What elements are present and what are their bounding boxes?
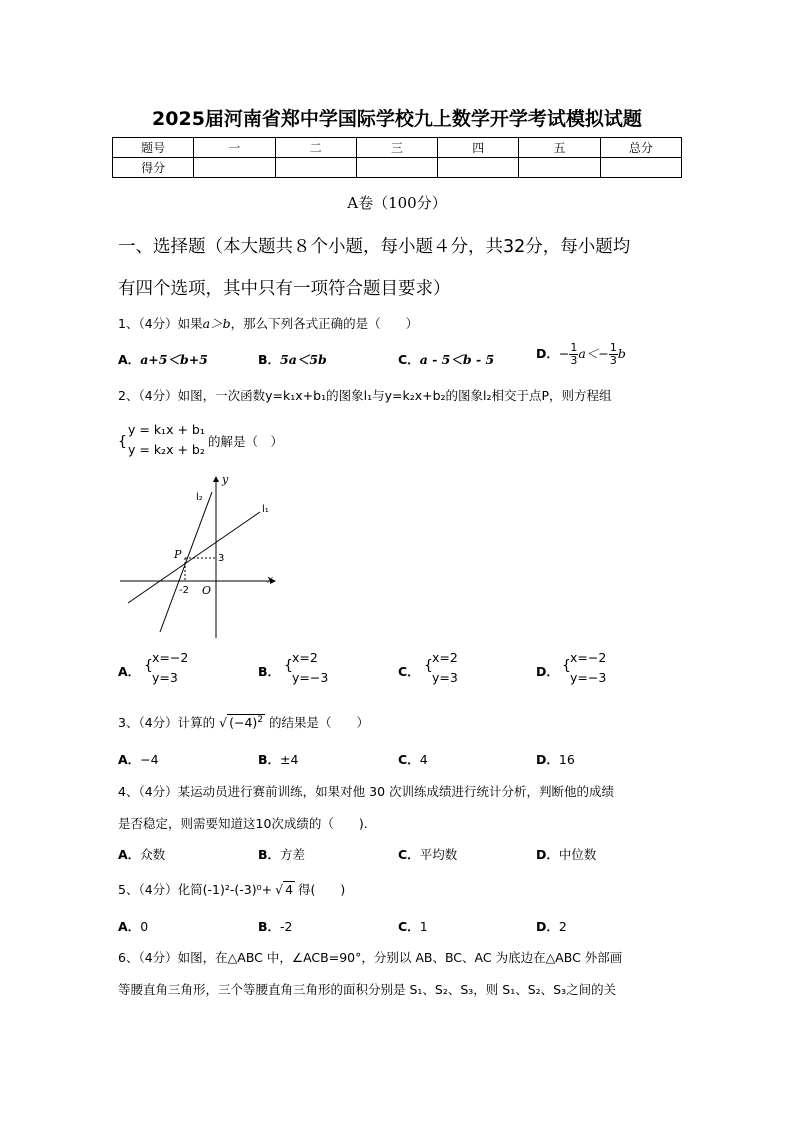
score-row-label: 得分 — [113, 158, 194, 178]
q1-option-b[interactable]: B．5a＜5b — [258, 352, 327, 367]
q3-option-d[interactable]: D．16 — [536, 752, 575, 767]
l2-label: l₂ — [196, 492, 203, 503]
score-cell — [356, 158, 437, 178]
x-tick-label: -2 — [179, 585, 189, 596]
question-2: 2、（4分）如图，一次函数y=k₁x+b₁的图象l₁与y=k₂x+b₂的图象l₂相交于点P，则方程组 — [118, 388, 612, 403]
score-header-cell: 三 — [356, 138, 437, 158]
score-cell — [275, 158, 356, 178]
section-a-heading: A卷（100分） — [347, 194, 447, 212]
q2-system-line2: y = k₂x + b₂ — [128, 442, 205, 457]
score-cell — [438, 158, 519, 178]
q2-equation-system: { y = k₁x + b₁ y = k₂x + b₂ — [118, 420, 205, 460]
y-axis-arrow — [213, 476, 219, 482]
l1-label: l₁ — [262, 504, 269, 515]
q1-option-c[interactable]: C．a - 5＜b - 5 — [398, 352, 495, 367]
q4-option-c[interactable]: C．平均数 — [398, 847, 458, 862]
q1-option-a[interactable]: A．a+5＜b+5 — [118, 352, 208, 367]
score-header-cell: 五 — [519, 138, 600, 158]
point-p-label: P — [174, 548, 182, 561]
score-table — [112, 137, 682, 178]
q4-option-a[interactable]: A．众数 — [118, 847, 166, 862]
score-header-cell: 总分 — [600, 138, 681, 158]
score-header-cell: 二 — [275, 138, 356, 158]
q5-option-d[interactable]: D．2 — [536, 919, 567, 934]
question-3: 3、（4分）计算的 √ $(-4)^2$ 的结果是（ ） — [118, 714, 370, 730]
score-cell — [519, 158, 600, 178]
score-header-cell: 一 — [194, 138, 275, 158]
y-axis-label: y — [222, 473, 229, 486]
question-5: 5、（4分）化简(-1)²-(-3)⁰+ √ 4 得( ) — [118, 882, 346, 897]
q2-system-line1: y = k₁x + b₁ — [128, 422, 205, 437]
q4-option-d[interactable]: D．中位数 — [536, 847, 597, 862]
part1-heading-line2: 有四个选项，其中只有一项符合题目要求） — [118, 279, 451, 299]
score-cell — [194, 158, 275, 178]
q5-option-c[interactable]: C．1 — [398, 919, 428, 934]
q3-option-c[interactable]: C．4 — [398, 752, 428, 767]
part1-heading-line1: 一、选择题（本大题共８个小题，每小题４分，共32分，每小题均 — [118, 237, 631, 257]
q2-graph — [118, 470, 278, 640]
question-1 — [118, 314, 418, 332]
sqrt-expression: √ 4 — [275, 882, 294, 897]
q1-option-d[interactable]: D．− $\frac{1}{3}$ a＜− $\frac{1}{3}$ b — [536, 341, 626, 367]
question-6-line1: 6、（4分）如图，在△ABC 中，∠ACB=90°，分别以 AB、BC、AC 为底边在△ABC 外部画 — [118, 950, 623, 965]
score-header-cell: 四 — [438, 138, 519, 158]
question-6-line2: 等腰直角三角形，三个等腰直角三角形的面积分别是 S₁、S₂、S₃，则 S₁、S₂、S₃之间的关 — [118, 982, 617, 997]
question-4-line1: 4、（4分）某运动员进行赛前训练，如果对他 30 次训练成绩进行统计分析，判断他的成绩 — [118, 784, 615, 799]
question-4-line2: 是否稳定，则需要知道这10次成绩的（ ). — [118, 816, 368, 831]
score-header-cell: 题号 — [113, 138, 194, 158]
x-axis-label: x — [267, 573, 274, 586]
q1-prefix: 1、（4分）如果 — [118, 316, 203, 331]
q1-suffix: ，那么下列各式正确的是（ ） — [230, 316, 419, 331]
score-table-header-row — [113, 138, 682, 158]
q5-option-a[interactable]: A．0 — [118, 919, 149, 934]
q3-option-a[interactable]: A．−4 — [118, 752, 159, 767]
q3-option-b[interactable]: B．±4 — [258, 752, 299, 767]
q1-condition: a＞b — [202, 316, 231, 331]
score-table-score-row — [113, 158, 682, 178]
y-tick-label: 3 — [218, 553, 225, 564]
sqrt-expression: √ $(-4)^2$ — [219, 714, 264, 730]
exam-title: 2025届河南省郑中学国际学校九上数学开学考试模拟试题 — [152, 108, 642, 130]
q5-option-b[interactable]: B．-2 — [258, 919, 293, 934]
origin-label: O — [202, 584, 212, 597]
line-l2 — [160, 492, 212, 632]
q2-system-suffix: 的解是（ ） — [208, 434, 284, 449]
q4-option-b[interactable]: B．方差 — [258, 847, 306, 862]
score-cell — [600, 158, 681, 178]
